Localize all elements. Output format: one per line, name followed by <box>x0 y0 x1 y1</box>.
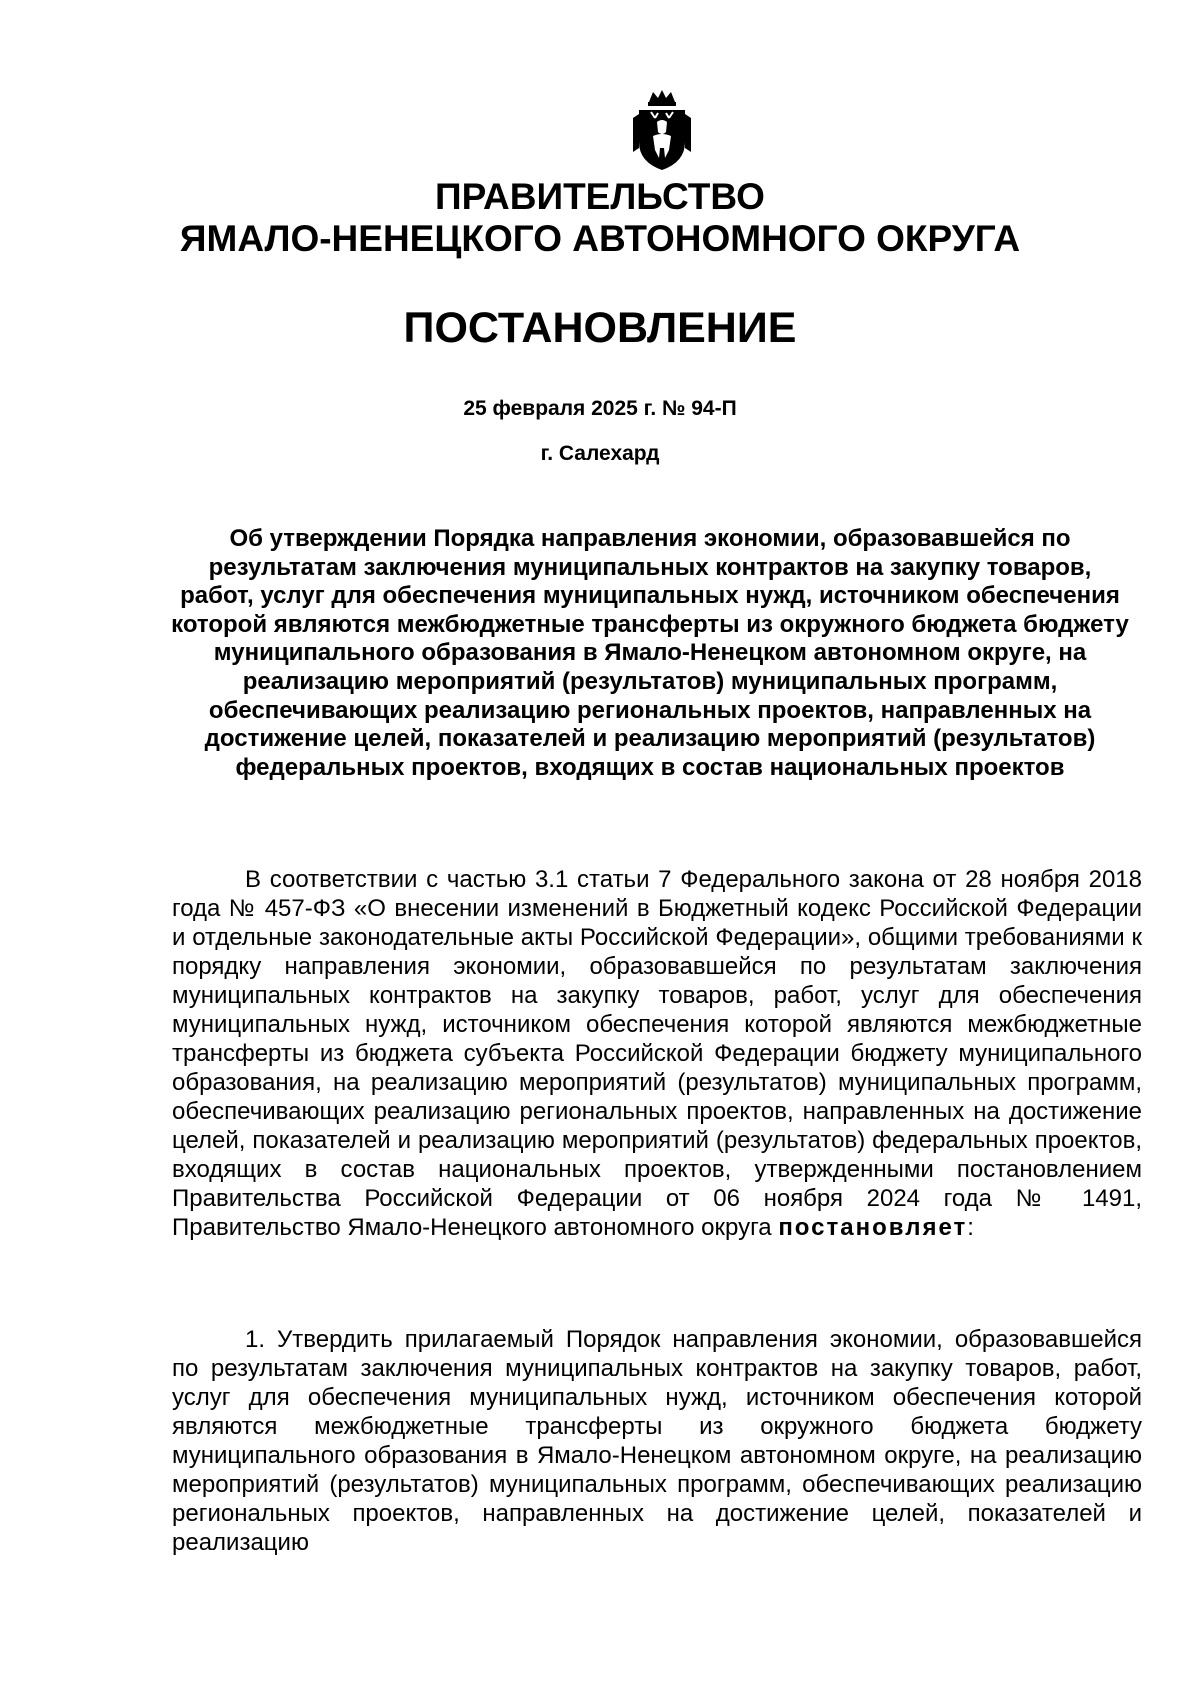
document-title: Об утверждении Порядка направления экономии, образовавшейся по результатам заключения муниципальных контрактов на закупку товаров, работ, услуг для обеспечения муниципальных нужд, источником обеспечения которой являются межбюджетные трансферты из окружного бюджета бюджету муниципального образования в Ямало-Ненецком автономном округе, на реализацию мероприятий (результатов) муниципальных программ, обеспечивающих реализацию региональных проектов, направленных на достижение целей, показателей и реализацию мероприятий (результатов) федеральных проектов, входящих в состав национальных проектов <box>171 525 1129 781</box>
organization-name-line2: ЯМАЛО-НЕНЕЦКОГО АВТОНОМНОГО ОКРУГА <box>179 218 1021 259</box>
document-date-number: 25 февраля 2025 г. № 94-П <box>463 397 737 420</box>
document-city: г. Салехард <box>540 442 660 465</box>
organization-name-line1: ПРАВИТЕЛЬСТВО <box>435 176 765 217</box>
resolves-word: постановляет <box>778 1214 968 1241</box>
preamble-text: В соответствии с частью 3.1 статьи 7 Федерального закона от 28 ноября 2018 года № 457-ФЗ «О внесении изменений в Бюджетный кодекс Российской Федерации и отдельные законодательные акты Российской Федерации», общими требованиями к порядку направления экономии, образовавшейся по результатам заключения муниципальных контрактов на закупку товаров, работ, услуг для обеспечения муниципальных нужд, источником обеспечения которой являются межбюджетные трансферты из бюджета субъекта Российской Федерации бюджету муниципального образования, на реализацию мероприятий (результатов) муниципальных программ, обеспечивающих реализацию региональных проектов, направленных на достижение целей, показателей и реализацию мероприятий (результатов) федеральных проектов, входящих в состав национальных проектов, утвержденными постановлением Правительства Российской Федерации от 06 ноября 2024 года № 1491, Правительство Ямало-Ненецкого автономного округа <box>172 866 1142 1241</box>
item-1-paragraph: 1. Утвердить прилагаемый Порядок направления экономии, образовавшейся по результатам заключения муниципальных контрактов на закупку товаров, работ, услуг для обеспечения муниципальных нужд, источником обеспечения которой являются межбюджетные трансферты из окружного бюджета бюджету муниципального образования в Ямало-Ненецком автономном округе, на реализацию мероприятий (результатов) муниципальных программ, обеспечивающих реализацию региональных проектов, направленных на достижение целей, показателей и реализацию <box>172 1326 1142 1556</box>
coat-of-arms-icon <box>631 88 693 172</box>
document-type: ПОСТАНОВЛЕНИЕ <box>403 304 797 352</box>
resolves-colon: : <box>967 1214 974 1241</box>
preamble-paragraph <box>172 865 1142 1242</box>
